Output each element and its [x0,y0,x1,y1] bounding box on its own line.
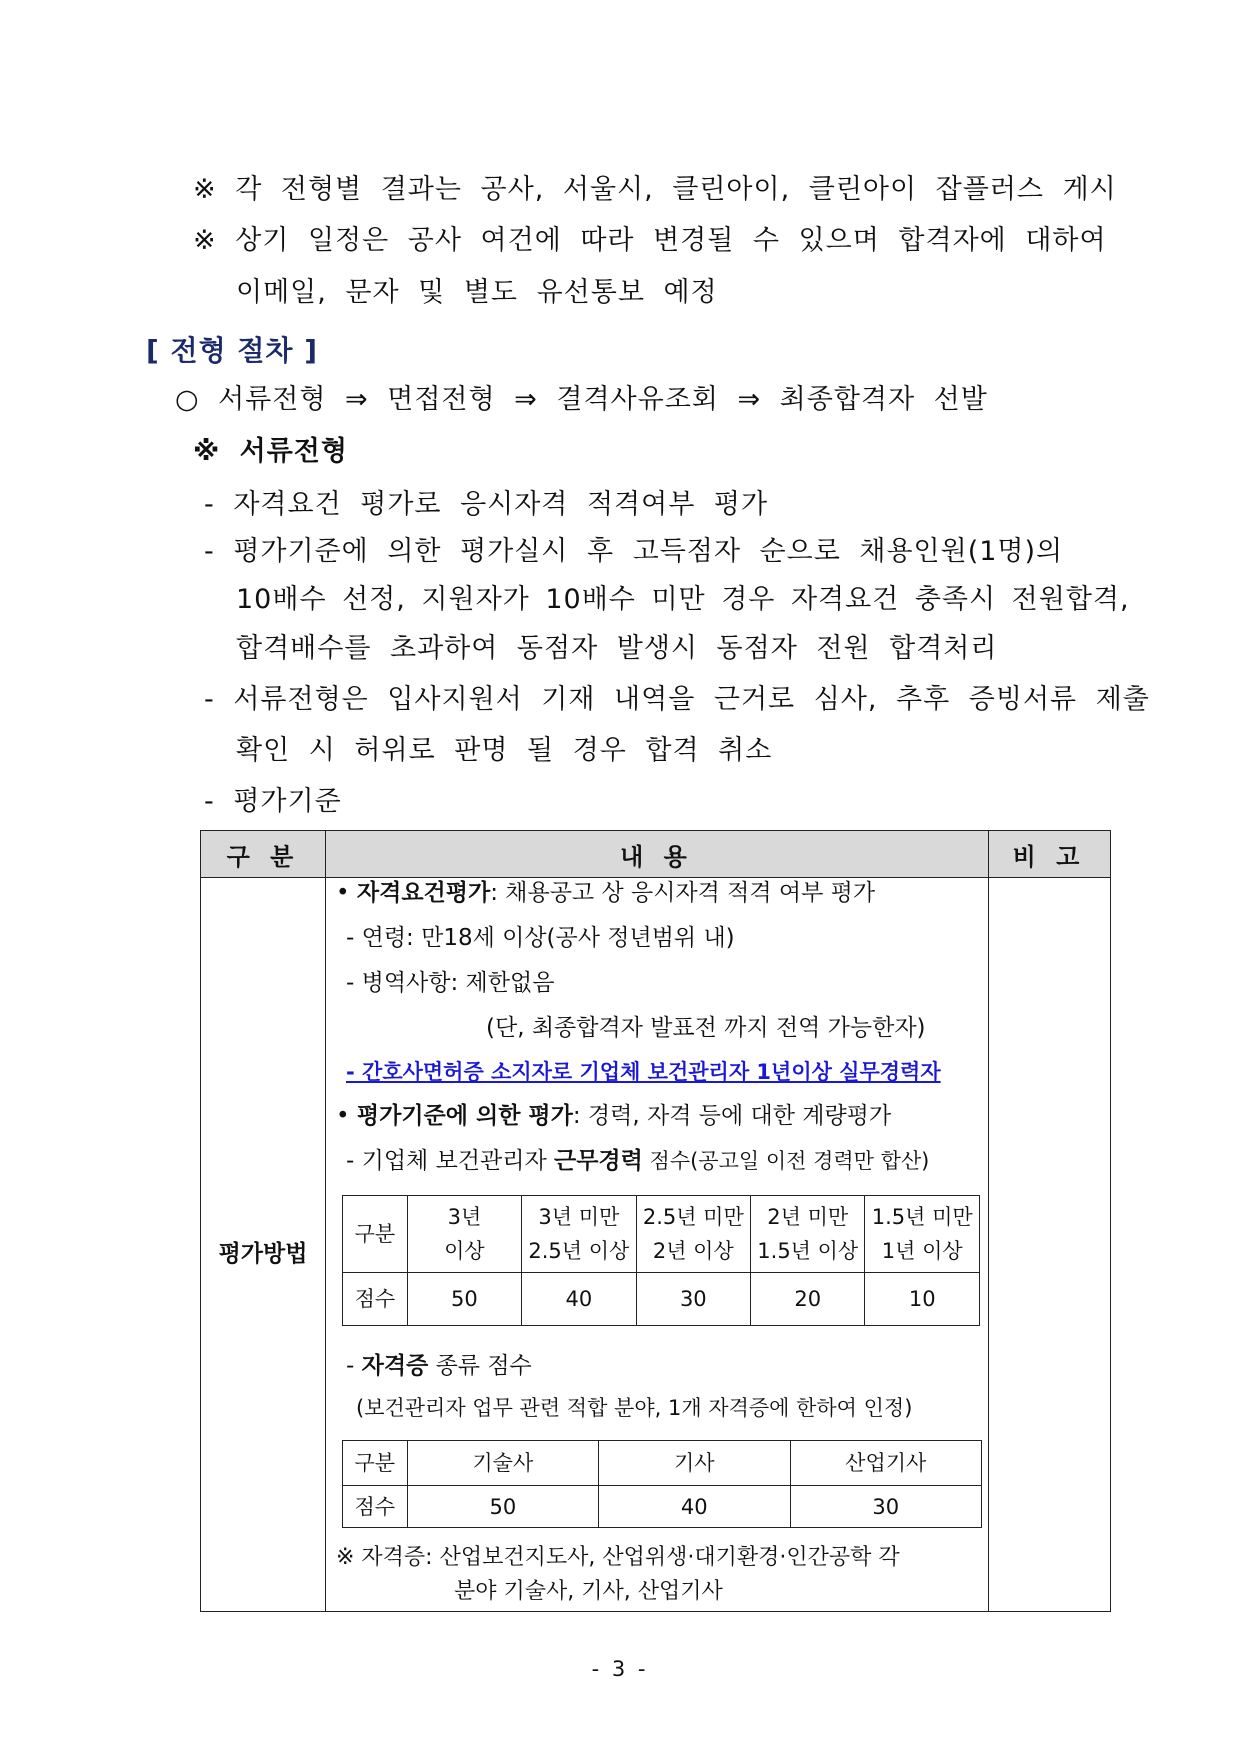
criteria-desc: : 경력, 자격 등에 대한 계량평가 [572,1103,892,1129]
career-col [865,1196,980,1273]
career-score-table [342,1195,980,1326]
career-bold: 근무경력 [553,1148,643,1174]
career-col-bottom: 1.5년 이상 [757,1239,859,1263]
doc-item: - 평가기준에 의한 평가실시 후 고득점자 순으로 채용인원(1명)의 [204,536,1064,567]
doc-item: - 서류전형은 입사지원서 기재 내역을 근거로 심사, 추후 증빙서류 제출 [204,684,1150,715]
column-divider [325,831,326,1611]
cert-bold: 자격증 [361,1353,429,1379]
military-requirement: - 병역사항: 제한없음 [346,970,555,996]
career-col-top: 3년 [447,1205,482,1229]
cert-score-label: 점수 [343,1486,408,1528]
header-remark: 비 고 [988,831,1110,878]
cert-footnote: ※ 자격증: 산업보건지도사, 산업위생·대기환경·인간공학 각 [336,1545,900,1570]
qualification-eval [336,878,875,908]
career-col-bottom: 1년 이상 [881,1239,963,1263]
doc-item: - 자격요건 평가로 응시자격 적격여부 평가 [204,489,769,520]
process-line: ○ 서류전형 ⇒ 면접전형 ⇒ 결격사유조회 ⇒ 최종합격자 선발 [175,384,988,415]
career-score: 40 [522,1273,636,1326]
column-divider [988,831,989,1611]
career-col [522,1196,636,1273]
career-score: 20 [751,1273,865,1326]
career-col [751,1196,865,1273]
header-content: 내 용 [325,831,988,878]
cert-score-title [346,1351,532,1381]
qualification-desc: : 채용공고 상 응시자격 적격 여부 평가 [490,880,876,906]
bullet: • [336,1103,357,1129]
career-row-label: 구분 [343,1196,408,1273]
cert-prefix: - [346,1353,362,1379]
age-requirement: - 연령: 만18세 이상(공사 정년범위 내) [346,925,735,951]
career-suffix: 점수(공고일 이전 경력만 합산) [642,1149,930,1173]
doc-item-cont: 확인 시 허위로 판명 될 경우 합격 취소 [236,735,773,766]
cert-score: 40 [599,1486,790,1528]
doc-item-cont: 10배수 선정, 지원자가 10배수 미만 경우 자격요건 충족시 전원합격, [236,584,1130,615]
career-col-bottom: 이상 [444,1239,485,1263]
career-col-top: 2.5년 미만 [642,1205,744,1229]
career-col [636,1196,750,1273]
career-col-top: 3년 미만 [538,1205,620,1229]
cert-name: 산업기사 [790,1441,982,1486]
cert-score: 30 [790,1486,982,1528]
cert-row-label: 구분 [343,1441,408,1486]
bullet: • [336,880,357,906]
career-col-bottom: 2.5년 이상 [528,1239,630,1263]
career-score: 10 [865,1273,980,1326]
doc-item-cont: 합격배수를 초과하여 동점자 발생시 동점자 전원 합격처리 [236,633,998,664]
career-prefix: - 기업체 보건관리자 [346,1148,554,1174]
row-label: 평가방법 [218,1241,308,1267]
cert-score: 50 [407,1486,598,1528]
header-category: 구 분 [201,831,325,878]
page-number: - 3 - [591,1657,649,1681]
career-score: 50 [407,1273,521,1326]
license-requirement: - 간호사면허증 소지자로 기업체 보건관리자 1년이상 실무경력자 [346,1060,941,1084]
evaluation-table [200,830,1111,1612]
qualification-title: 자격요건평가 [356,880,491,906]
military-note: (단, 최종합격자 발표전 까지 전역 가능한자) [486,1015,926,1041]
cert-name: 기술사 [407,1441,598,1486]
career-score-title [346,1146,929,1176]
cert-score-table [342,1440,982,1528]
doc-screening-title: ※ 서류전형 [193,436,348,467]
criteria-eval [336,1101,891,1131]
cert-suffix: 종류 점수 [428,1353,532,1379]
doc-item: - 평가기준 [204,786,342,817]
career-score-label: 점수 [343,1273,408,1326]
note-schedule-cont: 이메일, 문자 및 별도 유선통보 예정 [236,277,718,308]
cert-footnote-cont: 분야 기술사, 기사, 산업기사 [454,1579,723,1604]
career-col [407,1196,521,1273]
note-results: ※ 각 전형별 결과는 공사, 서울시, 클린아이, 클린아이 잡플러스 게시 [193,174,1117,205]
career-col-top: 2년 미만 [767,1205,849,1229]
cert-note: (보건관리자 업무 관련 적합 분야, 1개 자격증에 한하여 인정) [356,1396,913,1420]
career-score: 30 [636,1273,750,1326]
career-col-top: 1.5년 미만 [871,1205,973,1229]
section-title: [ 전형 절차 ] [146,334,319,367]
criteria-title: 평가기준에 의한 평가 [356,1103,573,1129]
career-col-bottom: 2년 이상 [652,1239,734,1263]
cert-name: 기사 [599,1441,790,1486]
note-schedule: ※ 상기 일정은 공사 여건에 따라 변경될 수 있으며 합격자에 대하여 [193,225,1107,256]
